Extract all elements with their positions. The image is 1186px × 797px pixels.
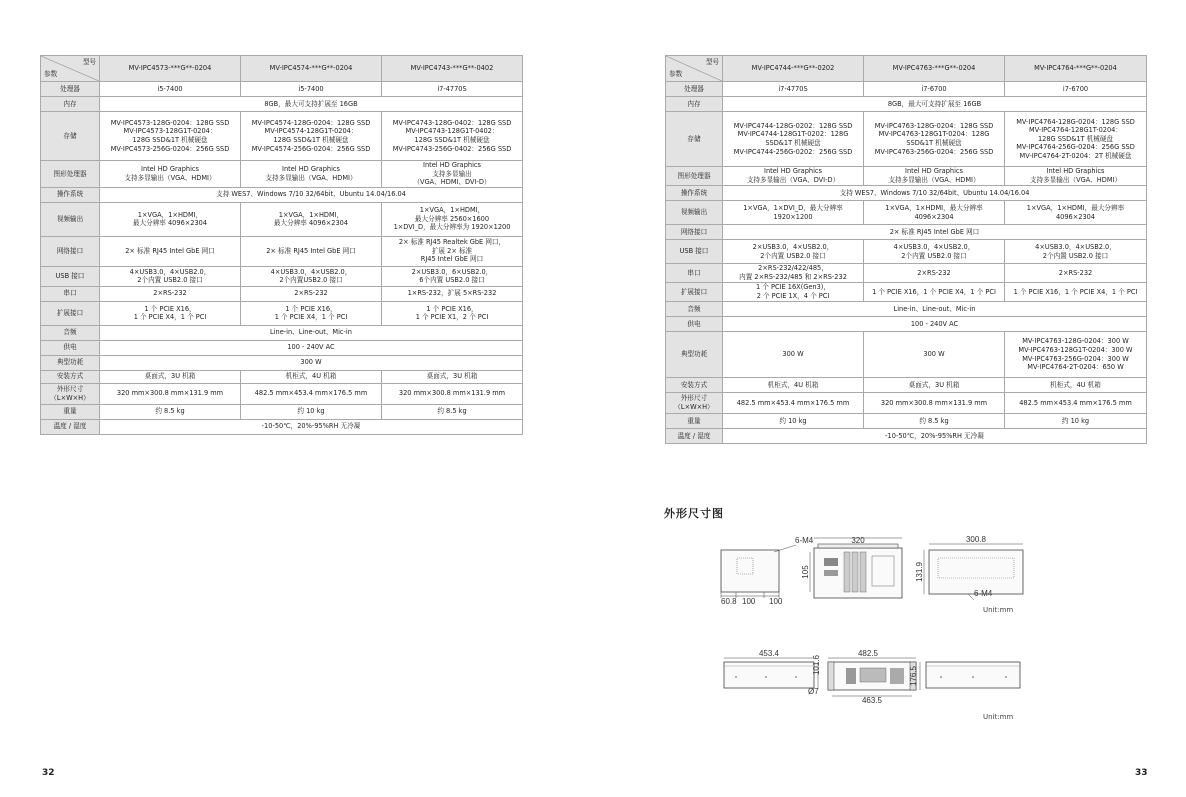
value-cell: 100 - 240V AC: [100, 340, 523, 355]
row-label-cell: 供电: [666, 317, 723, 332]
unit-label-2: Unit:mm: [983, 713, 1014, 721]
value-cell: Intel HD Graphics 支持多显输出（VGA、HDMI）: [1005, 167, 1147, 186]
value-cell: 2×RS-232/422/485， 内置 2×RS-232/485 和 2×RS-232: [723, 264, 864, 283]
value-cell: 8GB，最大可支持扩展至 16GB: [723, 97, 1147, 112]
row-label-cell: 温度 / 湿度: [666, 429, 723, 444]
table-row: [666, 97, 1147, 112]
table-row: [666, 167, 1147, 186]
value-cell: -10-50℃，20%-95%RH 无冷凝: [723, 429, 1147, 444]
table-row: [41, 286, 523, 301]
value-cell: 机柜式，4U 机箱: [1005, 378, 1147, 393]
row-label-cell: 音频: [666, 302, 723, 317]
table-row: [666, 332, 1147, 378]
row-label-cell: 供电: [41, 340, 100, 355]
dim-h-top: 101.6: [812, 654, 821, 676]
dimension-drawing-3u: [716, 532, 1026, 614]
table-row: [41, 202, 523, 236]
dim-h-side-4u: 176.5: [909, 665, 918, 687]
row-label-cell: 安装方式: [41, 370, 100, 383]
model-header-cell: MV-IPC4744-***G**-0202: [723, 56, 864, 82]
value-cell: 4×USB3.0，4×USB2.0， 2个内置 USB2.0 接口: [1005, 240, 1147, 264]
row-label-cell: 典型功耗: [41, 355, 100, 370]
model-header-cell: MV-IPC4573-***G**-0204: [100, 56, 241, 82]
corner-label-model: 型号: [705, 58, 719, 66]
dim-b3: 100: [769, 597, 783, 606]
value-cell: MV-IPC4573-128G-0204：128G SSD MV-IPC4573-128G1T-0204： 128G SSD&1T 机械硬盘 MV-IPC4573-256G-0204：256G SSD: [100, 112, 241, 161]
value-cell: 1 个 PCIE X16， 1 个 PCIE X1，2 个 PCI: [382, 301, 523, 325]
value-cell: 2×RS-232: [100, 286, 241, 301]
value-cell: MV-IPC4763-128G-0204：128G SSD MV-IPC4763-128G1T-0204：128G SSD&1T 机械硬盘 MV-IPC4763-256G-0204：256G SSD: [864, 112, 1005, 167]
value-cell: 300 W: [723, 332, 864, 378]
table-row: [666, 283, 1147, 302]
dim-w-side: 453.4: [758, 649, 780, 658]
table-row: [666, 317, 1147, 332]
dimension-section-title: 外形尺寸图: [664, 507, 724, 520]
table-row: [666, 429, 1147, 444]
table-row: [666, 112, 1147, 167]
table-row: [41, 97, 523, 112]
row-label-cell: 扩展接口: [41, 301, 100, 325]
row-label-cell: 处理器: [666, 82, 723, 97]
row-label-cell: 图形处理器: [666, 167, 723, 186]
table-row: [41, 187, 523, 202]
row-label-cell: 外形尺寸 （L×W×H）: [666, 393, 723, 414]
table-header-row: [41, 56, 523, 82]
value-cell: Intel HD Graphics 支持多显输出（VGA、HDMI）: [241, 161, 382, 188]
table-row: [41, 340, 523, 355]
value-cell: 320 mm×300.8 mm×131.9 mm: [864, 393, 1005, 414]
table-row: [41, 355, 523, 370]
value-cell: 1 个 PCIE X16，1 个 PCIE X4，1 个 PCI: [864, 283, 1005, 302]
row-label-cell: 安装方式: [666, 378, 723, 393]
value-cell: 1×VGA，1×HDMI，最大分辨率 4096×2304: [1005, 201, 1147, 225]
corner-label-param: 参数: [669, 70, 683, 79]
dim-screw-bottom: 6-M4: [974, 589, 993, 598]
value-cell: 1 个 PCIE X16， 1 个 PCIE X4，1 个 PCI: [241, 301, 382, 325]
value-cell: 桌面式，3U 机箱: [100, 370, 241, 383]
spec-table-right: [665, 55, 1147, 444]
value-cell: 2× 标准 RJ45 Realtek GbE 网口， 扩展 2× 标准 RJ45 Intel GbE 网口: [382, 236, 523, 266]
row-label-cell: 典型功耗: [666, 332, 723, 378]
value-cell: 1 个 PCIE 16X(Gen3)， 2 个 PCIE 1X，4 个 PCI: [723, 283, 864, 302]
row-label-cell: 操作系统: [666, 186, 723, 201]
value-cell: MV-IPC4744-128G-0202：128G SSD MV-IPC4744-128G1T-0202：128G SSD&1T 机械硬盘 MV-IPC4744-256G-0202：256G SSD: [723, 112, 864, 167]
table-row: [41, 236, 523, 266]
table-row: [666, 186, 1147, 201]
row-label-cell: 温度 / 湿度: [41, 419, 100, 434]
value-cell: 4×USB3.0，4×USB2.0， 2个内置 USB2.0 接口: [100, 266, 241, 286]
dim-d-side: 300.8: [965, 535, 987, 544]
table-header-row: [666, 56, 1147, 82]
value-cell: MV-IPC4764-128G-0204：128G SSD MV-IPC4764-128G1T-0204： 128G SSD&1T 机械硬盘 MV-IPC4764-256G-0204：256G SSD MV-IPC4764-2T-0204：2T 机械硬盘: [1005, 112, 1147, 167]
table-row: [666, 302, 1147, 317]
row-label-cell: 重量: [666, 414, 723, 429]
value-cell: Intel HD Graphics 支持多显输出（VGA、HDMI）: [100, 161, 241, 188]
dim-dia: Ø7: [808, 687, 819, 696]
value-cell: 约 8.5 kg: [100, 404, 241, 419]
value-cell: 100 - 240V AC: [723, 317, 1147, 332]
value-cell: 2×RS-232: [241, 286, 382, 301]
row-label-cell: USB 接口: [666, 240, 723, 264]
value-cell: Intel HD Graphics 支持多显输出（VGA、DVI-D）: [723, 167, 864, 186]
value-cell: 2× 标准 RJ45 Intel GbE 网口: [241, 236, 382, 266]
row-label-cell: USB 接口: [41, 266, 100, 286]
row-label-cell: 图形处理器: [41, 161, 100, 188]
dim-b-front: 463.5: [861, 696, 883, 705]
value-cell: i7-6700: [1005, 82, 1147, 97]
row-label-cell: 存储: [666, 112, 723, 167]
row-label-cell: 串口: [666, 264, 723, 283]
table-row: [666, 201, 1147, 225]
value-cell: 2× 标准 RJ45 Intel GbE 网口: [723, 225, 1147, 240]
value-cell: 机柜式，4U 机箱: [723, 378, 864, 393]
value-cell: i7-6700: [864, 82, 1005, 97]
row-label-cell: 重量: [41, 404, 100, 419]
value-cell: 300 W: [100, 355, 523, 370]
value-cell: 1×VGA，1×HDMI， 最大分辨率 2560×1600 1×DVI_D，最大分辨率为 1920×1200: [382, 202, 523, 236]
unit-label-1: Unit:mm: [983, 606, 1014, 614]
row-label-cell: 扩展接口: [666, 283, 723, 302]
dim-h-front: 105: [801, 565, 810, 579]
row-label-cell: 内存: [41, 97, 100, 112]
model-header-cell: MV-IPC4743-***G**-0402: [382, 56, 523, 82]
spec-table-left: [40, 55, 523, 435]
value-cell: MV-IPC4743-128G-0402：128G SSD MV-IPC4743-128G1T-0402： 128G SSD&1T 机械硬盘 MV-IPC4743-256G-0402：256G SSD: [382, 112, 523, 161]
value-cell: 300 W: [864, 332, 1005, 378]
value-cell: 1×VGA，1×HDMI， 最大分辨率 4096×2304: [241, 202, 382, 236]
table-row: [41, 370, 523, 383]
table-row: [666, 240, 1147, 264]
value-cell: 约 8.5 kg: [382, 404, 523, 419]
table-row: [666, 225, 1147, 240]
value-cell: 约 10 kg: [1005, 414, 1147, 429]
header-corner-cell: [666, 56, 723, 82]
row-label-cell: 操作系统: [41, 187, 100, 202]
value-cell: 482.5 mm×453.4 mm×176.5 mm: [1005, 393, 1147, 414]
table-row: [41, 419, 523, 434]
row-label-cell: 视频输出: [666, 201, 723, 225]
table-row: [41, 161, 523, 188]
value-cell: 1×VGA，1×DVI_D，最大分辨率 1920×1200: [723, 201, 864, 225]
value-cell: 4×USB3.0，4×USB2.0， 2个内置USB2.0 接口: [241, 266, 382, 286]
model-header-cell: MV-IPC4574-***G**-0204: [241, 56, 382, 82]
value-cell: 约 10 kg: [723, 414, 864, 429]
value-cell: 482.5 mm×453.4 mm×176.5 mm: [723, 393, 864, 414]
row-label-cell: 内存: [666, 97, 723, 112]
value-cell: 320 mm×300.8 mm×131.9 mm: [382, 383, 523, 404]
row-label-cell: 串口: [41, 286, 100, 301]
value-cell: 2×USB3.0，6×USB2.0， 6个内置 USB2.0 接口: [382, 266, 523, 286]
value-cell: 1×VGA，1×HDMI， 最大分辨率 4096×2304: [100, 202, 241, 236]
value-cell: i7-4770S: [382, 82, 523, 97]
value-cell: i5-7400: [100, 82, 241, 97]
value-cell: 4×USB3.0，4×USB2.0， 2个内置 USB2.0 接口: [864, 240, 1005, 264]
row-label-cell: 外形尺寸 （L×W×H）: [41, 383, 100, 404]
value-cell: 2×RS-232: [1005, 264, 1147, 283]
table-row: [666, 378, 1147, 393]
value-cell: Intel HD Graphics 支持多显输出（VGA、HDMI）: [864, 167, 1005, 186]
value-cell: Intel HD Graphics 支持多显输出 （VGA、HDMI、DVI-D）: [382, 161, 523, 188]
table-row: [41, 266, 523, 286]
corner-label-param: 参数: [44, 70, 58, 79]
row-label-cell: 处理器: [41, 82, 100, 97]
table-row: [666, 82, 1147, 97]
value-cell: MV-IPC4763-128G-0204：300 W MV-IPC4763-128G1T-0204：300 W MV-IPC4763-256G-0204：300 W MV-IPC4764-2T-0204：650 W: [1005, 332, 1147, 378]
value-cell: 2×RS-232: [864, 264, 1005, 283]
model-header-cell: MV-IPC4764-***G**-0204: [1005, 56, 1147, 82]
row-label-cell: 网络接口: [41, 236, 100, 266]
value-cell: 桌面式，3U 机箱: [382, 370, 523, 383]
table-row: [41, 383, 523, 404]
value-cell: 约 10 kg: [241, 404, 382, 419]
value-cell: 支持 WES7、Windows 7/10 32/64bit、Ubuntu 14.04/16.04: [723, 186, 1147, 201]
value-cell: -10-50℃，20%-95%RH 无冷凝: [100, 419, 523, 434]
table-row: [41, 82, 523, 97]
dim-b1: 60.8: [721, 597, 737, 606]
table-row: [666, 414, 1147, 429]
table-row: [666, 393, 1147, 414]
value-cell: i7-4770S: [723, 82, 864, 97]
value-cell: 2× 标准 RJ45 Intel GbE 网口: [100, 236, 241, 266]
value-cell: i5-7400: [241, 82, 382, 97]
table-row: [666, 264, 1147, 283]
value-cell: 机柜式，4U 机箱: [241, 370, 382, 383]
dim-b2: 100: [742, 597, 756, 606]
value-cell: 1 个 PCIE X16， 1 个 PCIE X4，1 个 PCI: [100, 301, 241, 325]
value-cell: MV-IPC4574-128G-0204：128G SSD MV-IPC4574-128G1T-0204： 128G SSD&1T 机械硬盘 MV-IPC4574-256G-0204：256G SSD: [241, 112, 382, 161]
value-cell: 1×VGA，1×HDMI，最大分辨率 4096×2304: [864, 201, 1005, 225]
dim-w-front: 320: [851, 536, 865, 545]
page-number-left: 32: [42, 768, 55, 778]
corner-label-model: 型号: [82, 58, 96, 66]
value-cell: 2×USB3.0，4×USB2.0， 2个内置 USB2.0 接口: [723, 240, 864, 264]
table-row: [41, 301, 523, 325]
page-number-right: 33: [1135, 768, 1148, 778]
value-cell: 1 个 PCIE X16，1 个 PCIE X4，1 个 PCI: [1005, 283, 1147, 302]
value-cell: Line-in、Line-out、Mic-in: [100, 325, 523, 340]
value-cell: 8GB，最大可支持扩展至 16GB: [100, 97, 523, 112]
row-label-cell: 网络接口: [666, 225, 723, 240]
row-label-cell: 音频: [41, 325, 100, 340]
value-cell: 320 mm×300.8 mm×131.9 mm: [100, 383, 241, 404]
value-cell: 支持 WES7、Windows 7/10 32/64bit、Ubuntu 14.04/16.04: [100, 187, 523, 202]
value-cell: 约 8.5 kg: [864, 414, 1005, 429]
value-cell: 桌面式，3U 机箱: [864, 378, 1005, 393]
table-row: [41, 404, 523, 419]
row-label-cell: 存储: [41, 112, 100, 161]
value-cell: Line-in、Line-out、Mic-in: [723, 302, 1147, 317]
value-cell: 482.5 mm×453.4 mm×176.5 mm: [241, 383, 382, 404]
dim-screw-top: 6-M4: [795, 536, 814, 545]
dim-h-side: 131.9: [915, 561, 924, 583]
header-corner-cell: [41, 56, 100, 82]
row-label-cell: 视频输出: [41, 202, 100, 236]
dim-w-front-4u: 482.5: [857, 649, 879, 658]
table-row: [41, 112, 523, 161]
value-cell: 1×RS-232，扩展 5×RS-232: [382, 286, 523, 301]
dimension-drawing-4u: [716, 644, 1026, 706]
table-row: [41, 325, 523, 340]
model-header-cell: MV-IPC4763-***G**-0204: [864, 56, 1005, 82]
